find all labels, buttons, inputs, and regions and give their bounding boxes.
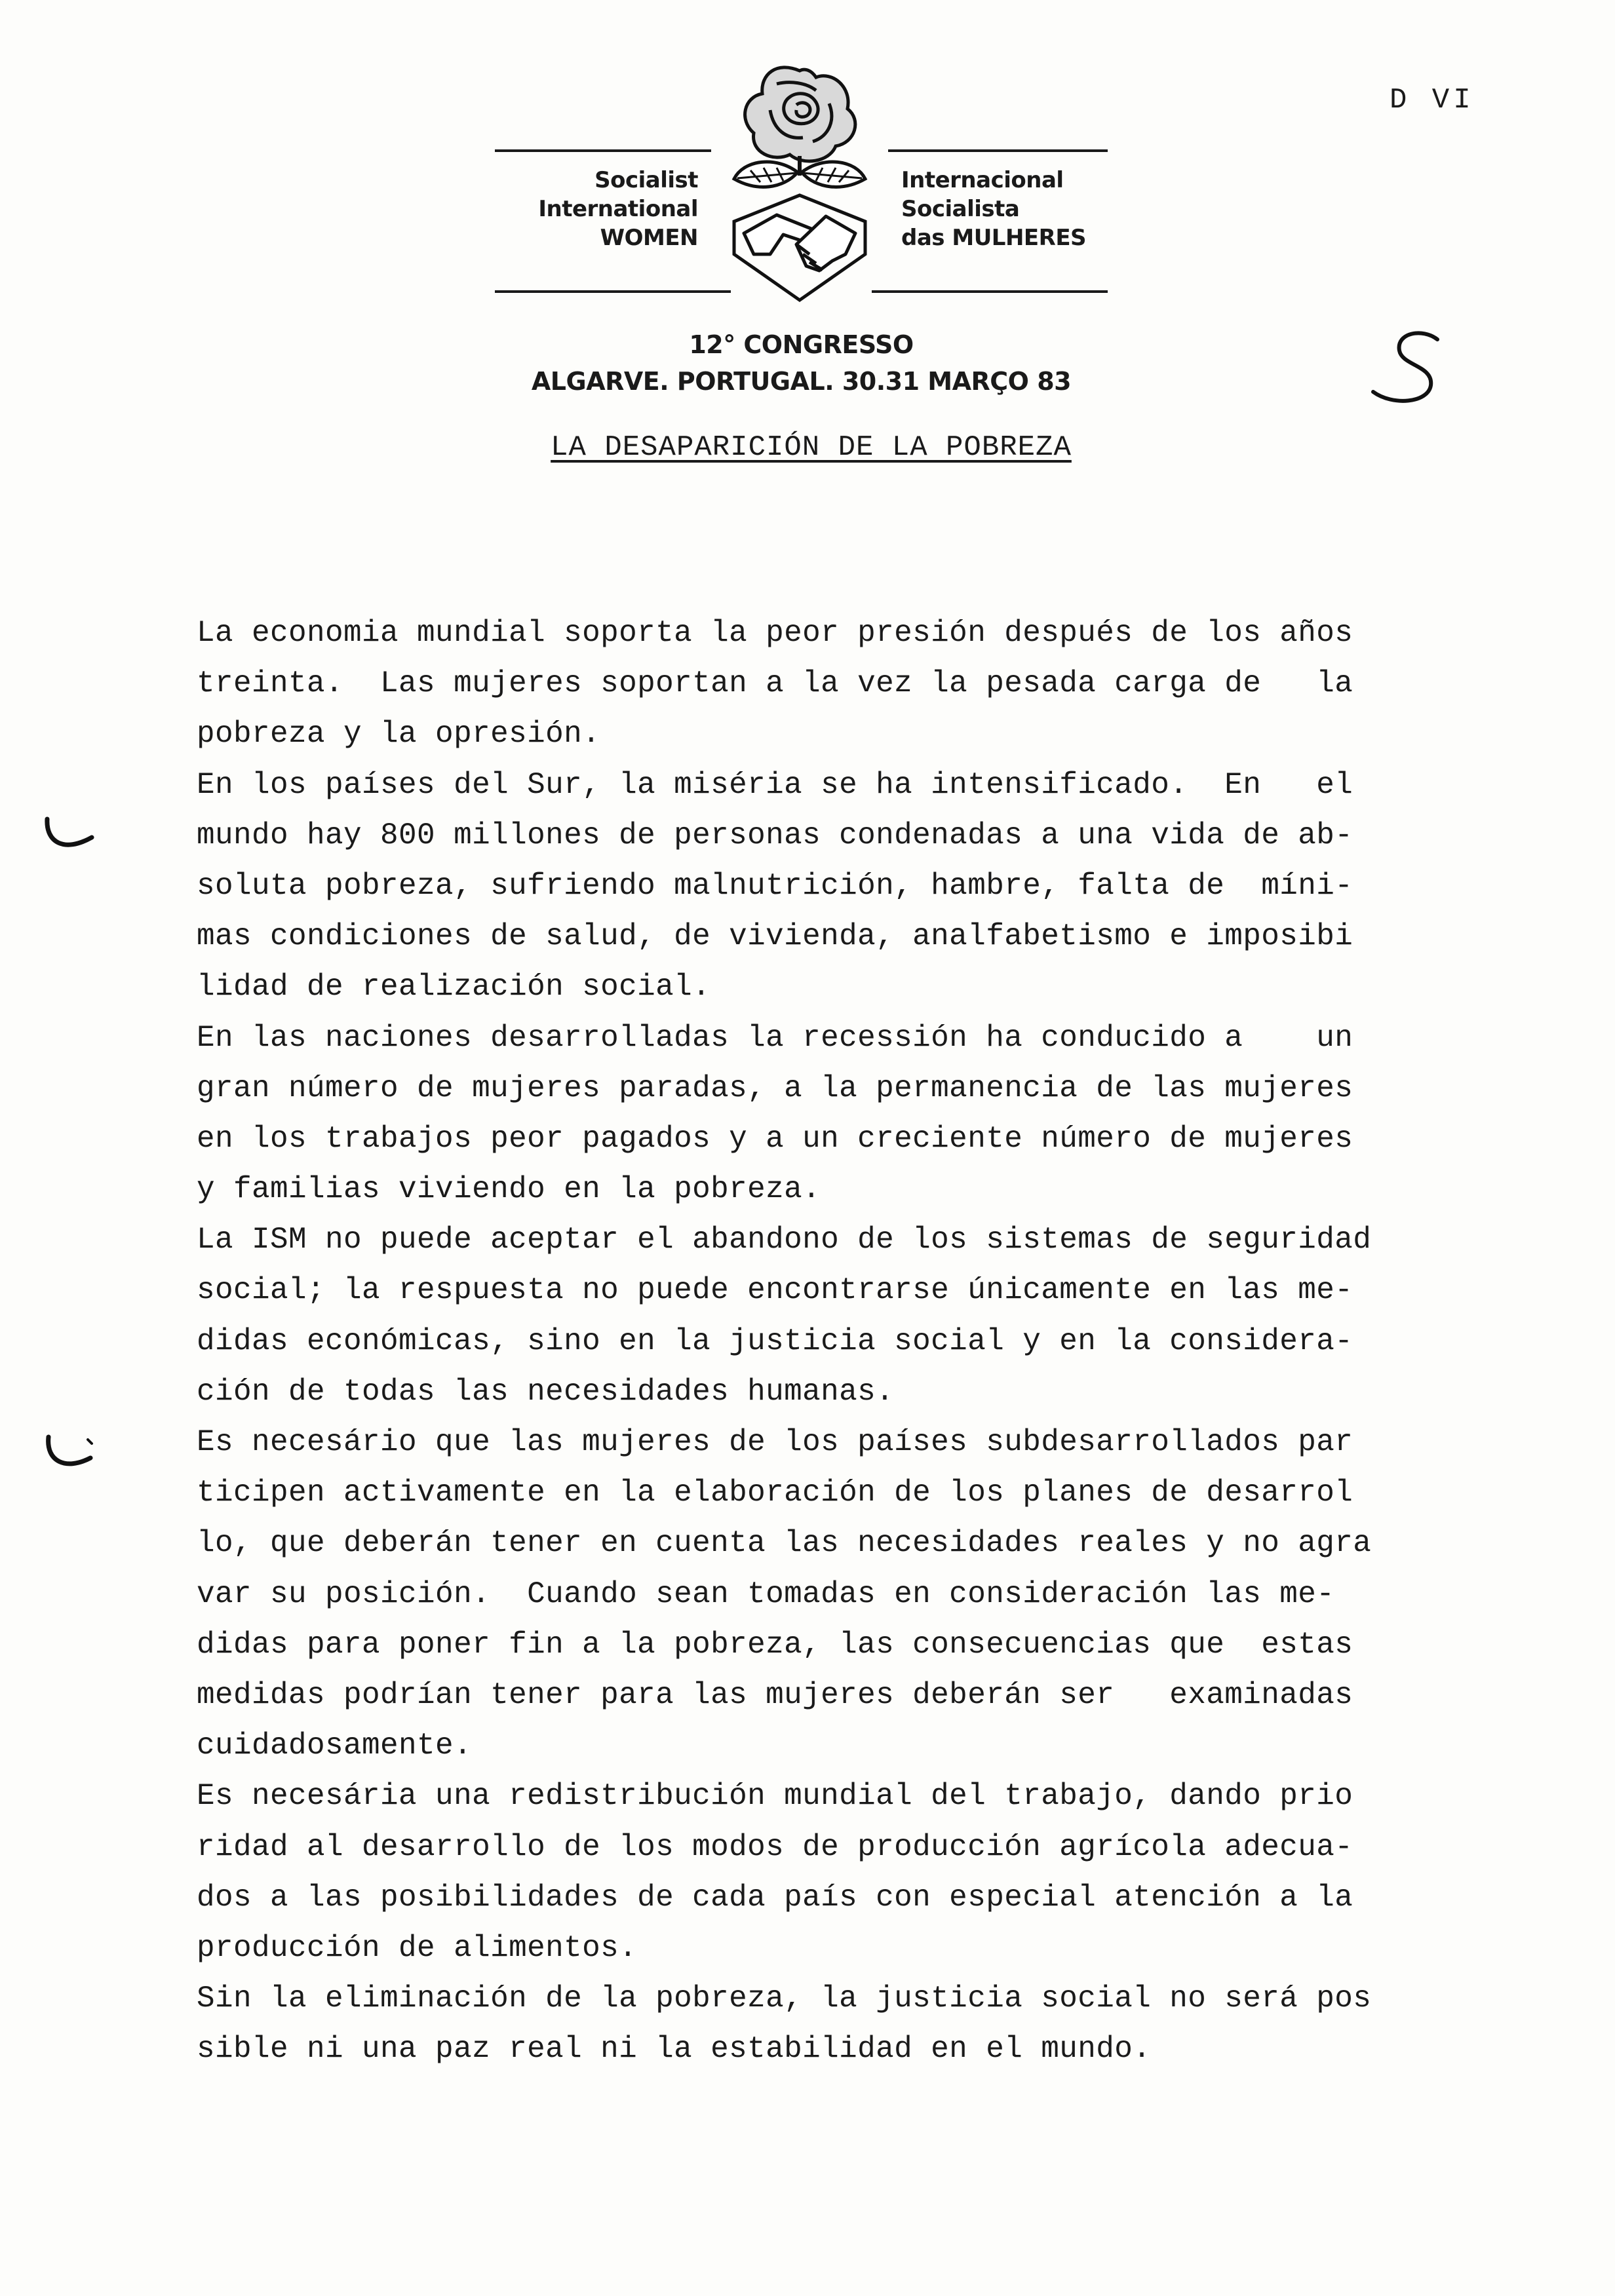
rose-handshake-emblem-icon — [698, 58, 901, 303]
body-line: didas económicas, sino en la justicia social y en la considera- — [197, 1324, 1353, 1358]
body-line: sible ni una paz real ni la estabilidad en el mundo. — [197, 2032, 1152, 2067]
letterhead-rule — [872, 290, 1108, 293]
body-line: ticipen activamente en la elaboración de los planes de desarrol — [197, 1476, 1353, 1510]
document-code: D VI — [1390, 84, 1475, 117]
body-line: producción de alimentos. — [197, 1930, 638, 1965]
body-line: ridad al desarrollo de los modos de producción agrícola adecua- — [197, 1829, 1353, 1864]
letterhead-rule — [495, 149, 711, 152]
body-line: Es necesária una redistribución mundial del trabajo, dando prio — [197, 1779, 1353, 1814]
body-line: cuidadosamente. — [197, 1729, 473, 1763]
org-name-english — [495, 166, 698, 252]
body-line: mas condiciones de salud, de vivienda, analfabetismo e imposibi — [197, 919, 1353, 954]
body-line: treinta. Las mujeres soportan a la vez la pesada carga de la — [197, 666, 1353, 701]
body-line: ción de todas las necesidades humanas. — [197, 1374, 895, 1409]
body-line: y familias viviendo en la pobreza. — [197, 1172, 821, 1207]
org-name-line: Internacional — [901, 167, 1064, 193]
congress-number: 12° CONGRESSO — [689, 330, 914, 359]
document-title: LA DESAPARICIÓN DE LA POBREZA — [551, 431, 1072, 464]
body-line: Sin la eliminación de la pobreza, la justicia social no será pos — [197, 1981, 1372, 2016]
body-line: lo, que deberán tener en cuenta las necesidades reales y no agra — [197, 1526, 1372, 1561]
body-line: En los países del Sur, la miséria se ha intensificado. En el — [197, 767, 1353, 802]
org-name-line: Socialist — [594, 167, 698, 193]
document-body — [197, 608, 1442, 2075]
congress-location-date: ALGARVE. PORTUGAL. 30.31 MARÇO 83 — [531, 367, 1072, 396]
body-line: La economia mundial soporta la peor presión después de los años — [197, 616, 1353, 650]
org-name-line: WOMEN — [600, 225, 698, 251]
margin-bracket-mark — [41, 813, 100, 858]
body-line: dos a las posibilidades de cada país con especial atención a la — [197, 1880, 1353, 1915]
body-line: social; la respuesta no puede encontrarse únicamente en las me- — [197, 1273, 1353, 1308]
body-line: var su posición. Cuando sean tomadas en consideración las me- — [197, 1577, 1335, 1611]
body-line: pobreza y la opresión. — [197, 717, 601, 752]
org-name-line: International — [538, 196, 698, 222]
body-line: lidad de realización social. — [197, 970, 711, 1004]
body-line: gran número de mujeres paradas, a la permanencia de las mujeres — [197, 1071, 1353, 1105]
congress-info — [495, 326, 1108, 400]
handwritten-s-annotation — [1360, 321, 1458, 419]
org-name-portuguese — [901, 166, 1111, 252]
body-line: didas para poner fin a la pobreza, las consecuencias que estas — [197, 1627, 1353, 1662]
body-line: mundo hay 800 millones de personas condenadas a una vida de ab- — [197, 818, 1353, 852]
body-line: La ISM no puede aceptar el abandono de los sistemas de seguridad — [197, 1223, 1372, 1257]
body-line: En las naciones desarrolladas la recessión ha conducido a un — [197, 1020, 1353, 1055]
body-line: soluta pobreza, sufriendo malnutrición, hambre, falta de míni- — [197, 868, 1353, 903]
org-name-line: Socialista — [901, 196, 1020, 222]
body-line: en los trabajos peor pagados y a un creciente número de mujeres — [197, 1121, 1353, 1156]
body-line: medidas podrían tener para las mujeres deberán ser examinadas — [197, 1677, 1353, 1712]
letterhead — [495, 58, 1108, 307]
letterhead-rule — [495, 290, 731, 293]
org-name-line: das MULHERES — [901, 225, 1087, 251]
letterhead-rule — [888, 149, 1108, 152]
body-line: Es necesário que las mujeres de los países subdesarrollados par — [197, 1425, 1353, 1459]
margin-bracket-mark — [41, 1432, 100, 1478]
